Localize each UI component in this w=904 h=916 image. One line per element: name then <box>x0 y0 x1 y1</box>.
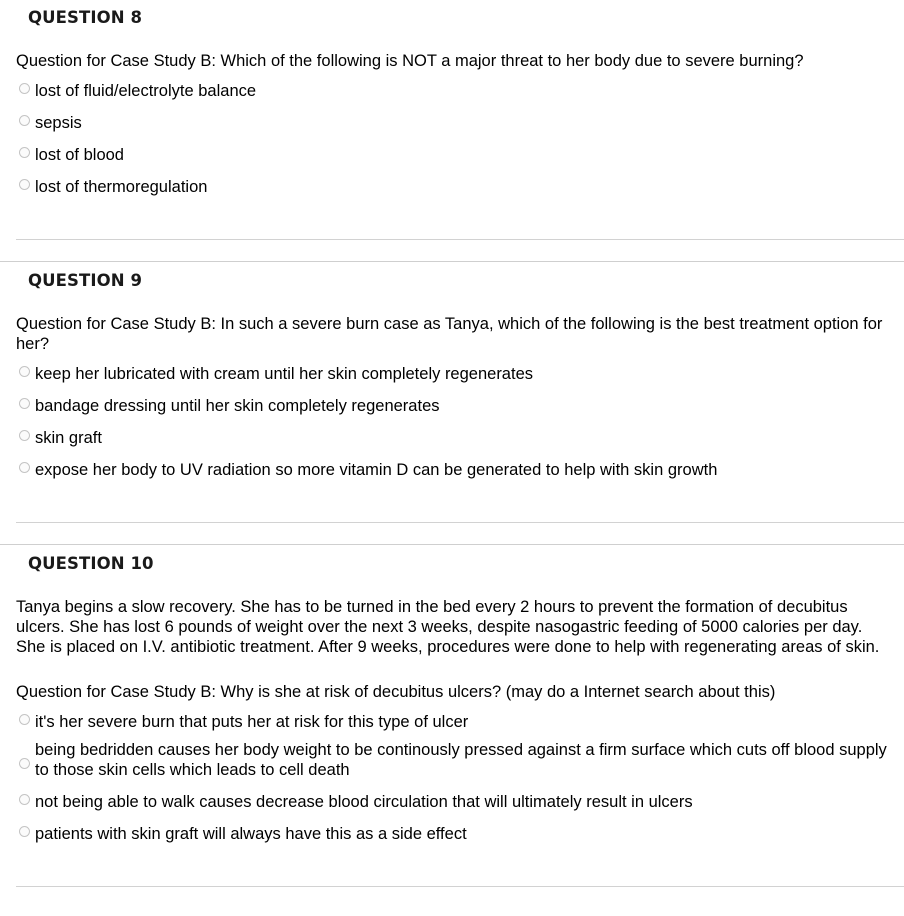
option-label: patients with skin graft will always have this as a side effect <box>35 825 467 843</box>
question-8-text: Question for Case Study B: Which of the following is NOT a major threat to her body due to severe burning? <box>16 52 804 70</box>
question-8-option-2[interactable] <box>16 113 896 133</box>
option-label: skin graft <box>35 429 102 447</box>
radio-button[interactable] <box>19 179 30 190</box>
question-10-option-3[interactable] <box>16 792 896 812</box>
radio-button[interactable] <box>19 462 30 473</box>
radio-button[interactable] <box>19 366 30 377</box>
radio-button[interactable] <box>19 758 30 769</box>
question-10-header: QUESTION 10 <box>28 554 154 573</box>
radio-button[interactable] <box>19 147 30 158</box>
radio-button[interactable] <box>19 714 30 725</box>
option-label: keep her lubricated with cream until her skin completely regenerates <box>35 365 533 383</box>
radio-button[interactable] <box>19 83 30 94</box>
option-label: lost of fluid/electrolyte balance <box>35 82 257 100</box>
question-8-option-1[interactable] <box>16 81 896 101</box>
option-label: lost of blood <box>35 146 124 164</box>
option-label: expose her body to UV radiation so more vitamin D can be generated to help with skin growth <box>35 461 718 479</box>
option-label: lost of thermoregulation <box>35 178 208 196</box>
option-label: being bedridden causes her body weight to be continously pressed against a firm surface which cuts off blood supply to those skin cells which leads to cell death <box>35 741 887 779</box>
section-divider <box>0 544 904 545</box>
question-divider <box>16 239 904 240</box>
question-8-option-4[interactable] <box>16 177 896 197</box>
question-8-option-3[interactable] <box>16 145 896 165</box>
question-10-option-2[interactable] <box>16 740 896 780</box>
question-9-text: Question for Case Study B: In such a severe burn case as Tanya, which of the following is the best treatment option for her? <box>16 315 883 353</box>
question-10-text: Question for Case Study B: Why is she at risk of decubitus ulcers? (may do a Internet search about this) <box>16 683 776 701</box>
question-9-header: QUESTION 9 <box>28 271 143 290</box>
question-9-option-2[interactable] <box>16 396 896 416</box>
question-8-header: QUESTION 8 <box>28 8 143 27</box>
option-label: not being able to walk causes decrease blood circulation that will ultimately result in ulcers <box>35 793 693 811</box>
question-9-option-1[interactable] <box>16 364 896 384</box>
question-10-option-4[interactable] <box>16 824 896 844</box>
question-9-option-3[interactable] <box>16 428 896 448</box>
question-9-option-4[interactable] <box>16 460 896 480</box>
question-10-option-1[interactable] <box>16 712 896 732</box>
question-divider <box>16 886 904 887</box>
question-divider <box>16 522 904 523</box>
question-10-intro: Tanya begins a slow recovery. She has to be turned in the bed every 2 hours to prevent the formation of decubitus ulcers. She has lost 6 pounds of weight over the next 3 weeks, despite nasogastric feeding of 5000 calories per day. She is placed on I.V. antibiotic treatment. After 9 weeks, procedures were done to help with regenerating areas of skin. <box>16 598 880 656</box>
radio-button[interactable] <box>19 794 30 805</box>
radio-button[interactable] <box>19 826 30 837</box>
section-divider <box>0 261 904 262</box>
option-label: bandage dressing until her skin completely regenerates <box>35 397 440 415</box>
option-label: it's her severe burn that puts her at risk for this type of ulcer <box>35 713 469 731</box>
option-label: sepsis <box>35 114 82 132</box>
radio-button[interactable] <box>19 115 30 126</box>
radio-button[interactable] <box>19 430 30 441</box>
radio-button[interactable] <box>19 398 30 409</box>
